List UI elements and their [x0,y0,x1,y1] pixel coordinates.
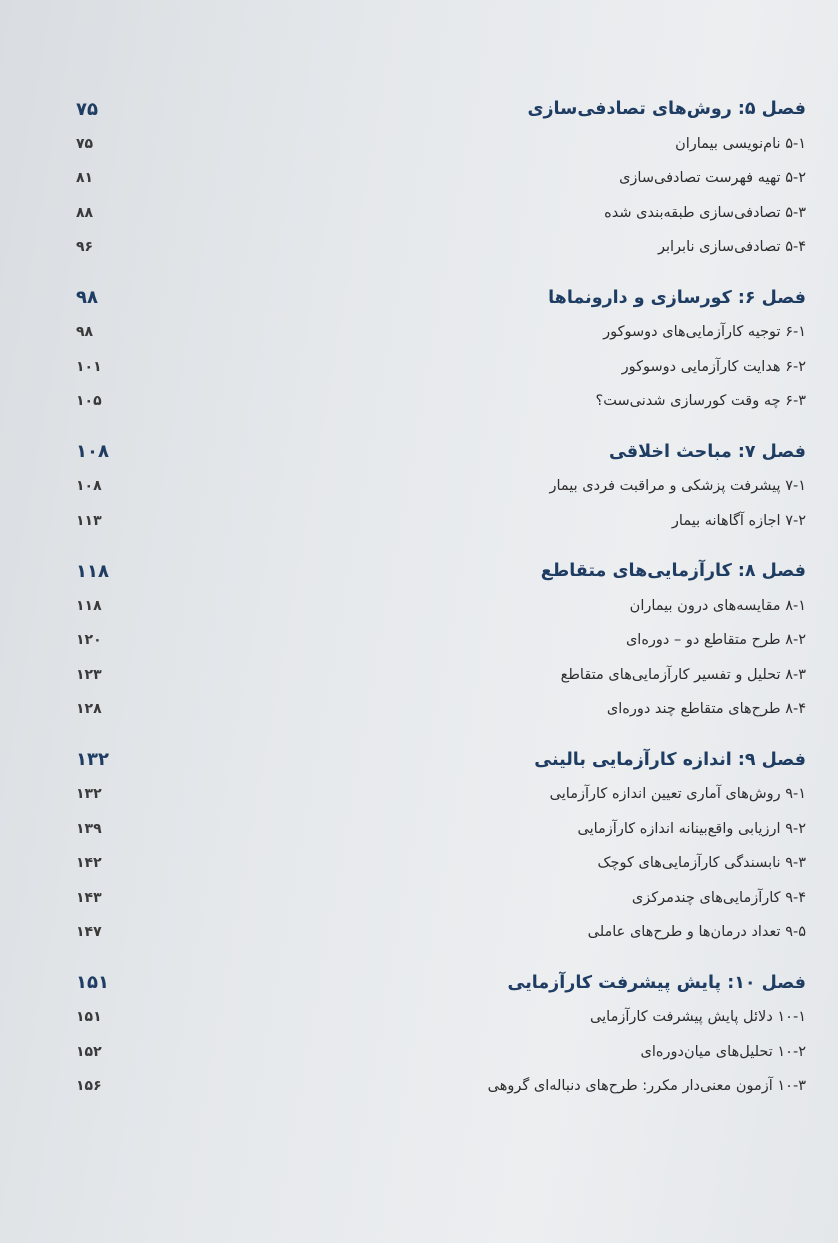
chapter-heading-page-number: ۱۱۸ [76,560,109,582]
chapter-section [76,743,806,950]
toc-entry-page-number: ۱۲۳ [76,666,102,683]
toc-entry-title: ۵-۳ تصادفی‌سازی طبقه‌بندی شده [604,204,806,221]
toc-entry-page-number: ۱۴۳ [76,889,102,906]
chapter-section [76,281,806,419]
toc-entry-title: ۷-۱ پیشرفت پزشکی و مراقبت فردی بیمار [549,478,806,495]
toc-entry-page-number: ۱۲۸ [76,701,102,718]
toc-entry-title: ۶-۲ هدایت کارآزمایی دوسوکور [621,358,806,375]
toc-entry-title: ۱۰-۲ تحلیل‌های میان‌دوره‌ای [640,1043,806,1060]
toc-entry[interactable] [76,1035,806,1070]
toc-entry[interactable] [76,1069,806,1104]
toc-entry[interactable] [76,692,806,727]
toc-entry-title: ۷-۲ اجازه آگاهانه بیمار [671,512,806,529]
chapter-heading-page-number: ۱۵۱ [76,972,109,994]
chapter-section [76,966,806,1104]
chapter-heading[interactable] [76,281,806,316]
toc-entry[interactable] [76,350,806,385]
toc-entry-title: ۸-۴ طرح‌های متقاطع چند دوره‌ای [606,701,806,718]
toc-entry[interactable] [76,196,806,231]
toc-entry-page-number: ۱۲۰ [76,632,102,649]
chapter-heading-title: فصل ۵: روش‌های تصادفی‌سازی [527,99,806,120]
toc-entry-title: ۵-۲ تهیه فهرست تصادفی‌سازی [619,170,806,187]
toc-entry-title: ۸-۲ طرح متقاطع دو – دوره‌ای [625,632,806,649]
toc-entry-page-number: ۹۶ [76,239,94,256]
toc-entry[interactable] [76,589,806,624]
chapter-heading[interactable] [76,966,806,1001]
toc-entry-page-number: ۱۵۱ [76,1009,102,1026]
toc-entry-page-number: ۱۰۵ [76,393,102,410]
toc-entry-page-number: ۷۵ [76,135,94,152]
toc-entry-title: ۵-۴ تصادفی‌سازی نابرابر [657,239,806,256]
toc-entry-title: ۹-۳ نابسندگی کارآزمایی‌های کوچک [597,855,806,872]
chapter-heading[interactable] [76,92,806,127]
toc-entry[interactable] [76,469,806,504]
chapter-section [76,92,806,265]
toc-entry-page-number: ۸۱ [76,170,94,187]
toc-entry-title: ۶-۳ چه وقت کورسازی شدنی‌ست؟ [595,393,806,410]
toc-entry-page-number: ۱۰۱ [76,358,102,375]
toc-entry-title: ۶-۱ توجیه کارآزمایی‌های دوسوکور [603,324,806,341]
toc-entry-page-number: ۱۳۲ [76,786,102,803]
toc-entry-page-number: ۱۵۲ [76,1043,102,1060]
chapter-heading-title: فصل ۸: کارآزمایی‌های متقاطع [540,561,806,582]
toc-entry-page-number: ۹۸ [76,324,94,341]
toc-entry[interactable] [76,127,806,162]
chapter-heading-page-number: ۹۸ [76,287,98,309]
toc-entry-page-number: ۱۴۷ [76,924,102,941]
chapter-section [76,435,806,539]
toc-entry-page-number: ۱۴۲ [76,855,102,872]
toc-entry-title: ۹-۴ کارآزمایی‌های چندمرکزی [631,889,806,906]
chapter-heading-title: فصل ۱۰: پایش پیشرفت کارآزمایی [507,972,806,993]
toc-entry-title: ۱۰-۳ آزمون معنی‌دار مکرر: طرح‌های دنباله‌ای گروهی [487,1078,806,1095]
toc-entry[interactable] [76,658,806,693]
toc-entry-title: ۱۰-۱ دلائل پایش پیشرفت کارآزمایی [590,1009,806,1026]
toc-entry[interactable] [76,812,806,847]
chapter-heading[interactable] [76,554,806,589]
chapter-heading-page-number: ۱۰۸ [76,441,109,463]
chapter-heading-title: فصل ۶: کورسازی و دارونماها [548,287,806,308]
toc-entry-title: ۵-۱ نام‌نویسی بیماران [675,135,806,152]
toc-entry[interactable] [76,315,806,350]
toc-entry[interactable] [76,1000,806,1035]
chapter-heading[interactable] [76,743,806,778]
table-of-contents [76,92,806,1120]
toc-entry-page-number: ۱۵۶ [76,1078,102,1095]
toc-entry[interactable] [76,384,806,419]
chapter-heading[interactable] [76,435,806,470]
toc-entry-title: ۹-۱ روش‌های آماری تعیین اندازه کارآزمایی [549,786,806,803]
toc-entry-page-number: ۱۱۸ [76,597,102,614]
toc-entry-title: ۹-۲ ارزیابی واقع‌بینانه اندازه کارآزمایی [577,820,806,837]
toc-entry[interactable] [76,915,806,950]
toc-entry-page-number: ۸۸ [76,204,94,221]
chapter-heading-page-number: ۷۵ [76,98,98,120]
toc-entry-title: ۹-۵ تعداد درمان‌ها و طرح‌های عاملی [587,924,806,941]
toc-entry[interactable] [76,161,806,196]
toc-entry-page-number: ۱۱۳ [76,512,102,529]
toc-entry[interactable] [76,881,806,916]
toc-entry-page-number: ۱۰۸ [76,478,102,495]
toc-entry-title: ۸-۱ مقایسه‌های درون بیماران [629,597,806,614]
toc-entry-title: ۸-۳ تحلیل و تفسیر کارآزمایی‌های متقاطع [560,666,806,683]
chapter-heading-page-number: ۱۳۲ [76,749,109,771]
toc-entry[interactable] [76,504,806,539]
toc-entry[interactable] [76,230,806,265]
chapter-section [76,554,806,727]
toc-entry-page-number: ۱۳۹ [76,820,102,837]
toc-entry[interactable] [76,623,806,658]
chapter-heading-title: فصل ۹: اندازه کارآزمایی بالینی [534,749,806,770]
chapter-heading-title: فصل ۷: مباحث اخلاقی [608,441,806,462]
toc-entry[interactable] [76,777,806,812]
toc-entry[interactable] [76,846,806,881]
